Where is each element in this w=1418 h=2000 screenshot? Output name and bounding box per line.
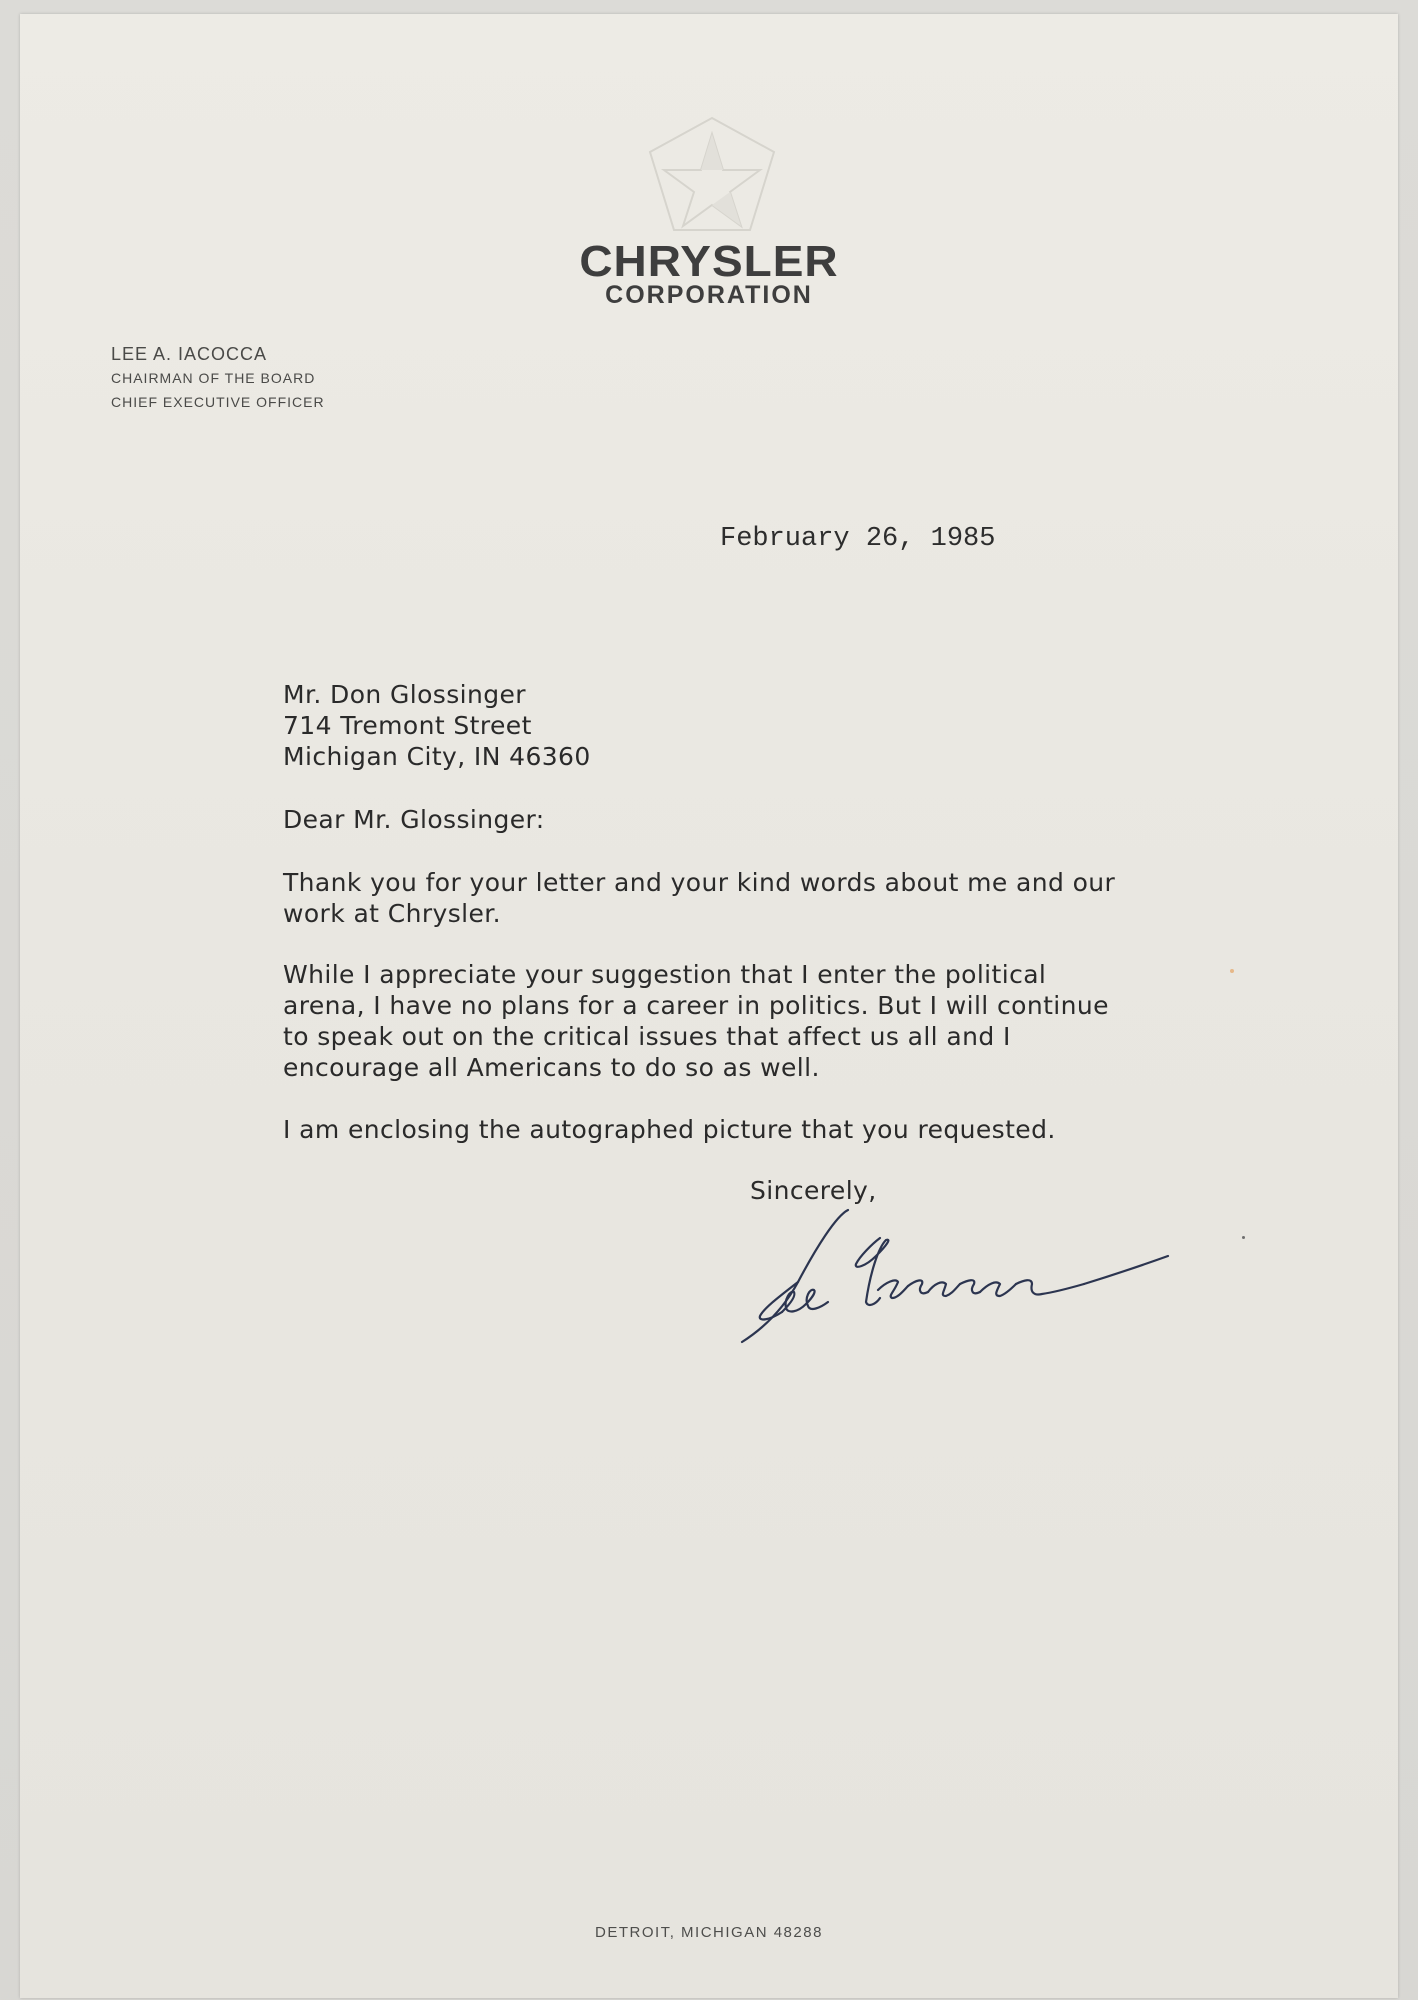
salutation: Dear Mr. Glossinger: (283, 805, 545, 834)
company-name: CHRYSLER (579, 236, 839, 286)
paper-speck (1242, 1236, 1245, 1239)
paragraph-line: I am enclosing the autographed picture that you requested. (283, 1115, 1056, 1144)
paragraph-line: While I appreciate your suggestion that I enter the political (283, 960, 1047, 989)
handwritten-signature (720, 1204, 1180, 1344)
paragraph-line: to speak out on the critical issues that affect us all and I (283, 1022, 1011, 1051)
company-subtitle: CORPORATION (605, 281, 813, 309)
paragraph-line: Thank you for your letter and your kind words about me and our (283, 868, 1116, 897)
paper-speck (1230, 969, 1234, 973)
paragraph-line: arena, I have no plans for a career in politics. But I will continue (283, 991, 1109, 1020)
recipient-city: Michigan City, IN 46360 (283, 742, 591, 771)
executive-title-ceo: CHIEF EXECUTIVE OFFICER (111, 394, 325, 410)
recipient-name: Mr. Don Glossinger (283, 680, 526, 709)
recipient-address (283, 679, 1243, 772)
letter-date: February 26, 1985 (720, 524, 996, 554)
executive-title-chairman: CHAIRMAN OF THE BOARD (111, 370, 316, 386)
letter-sheet (20, 14, 1398, 1998)
paragraph-line: work at Chrysler. (283, 899, 501, 928)
paragraph-politics (283, 959, 1243, 1083)
closing: Sincerely, (750, 1176, 877, 1205)
executive-block (111, 342, 325, 414)
pentastar-emblem-icon (642, 112, 782, 240)
paragraph-line: encourage all Americans to do so as well. (283, 1053, 820, 1082)
paragraph-thanks (283, 867, 1243, 929)
paragraph-enclosure (283, 1114, 1243, 1145)
footer-address: DETROIT, MICHIGAN 48288 (595, 1924, 823, 1941)
recipient-street: 714 Tremont Street (283, 711, 532, 740)
executive-name: LEE A. IACOCCA (111, 344, 268, 364)
